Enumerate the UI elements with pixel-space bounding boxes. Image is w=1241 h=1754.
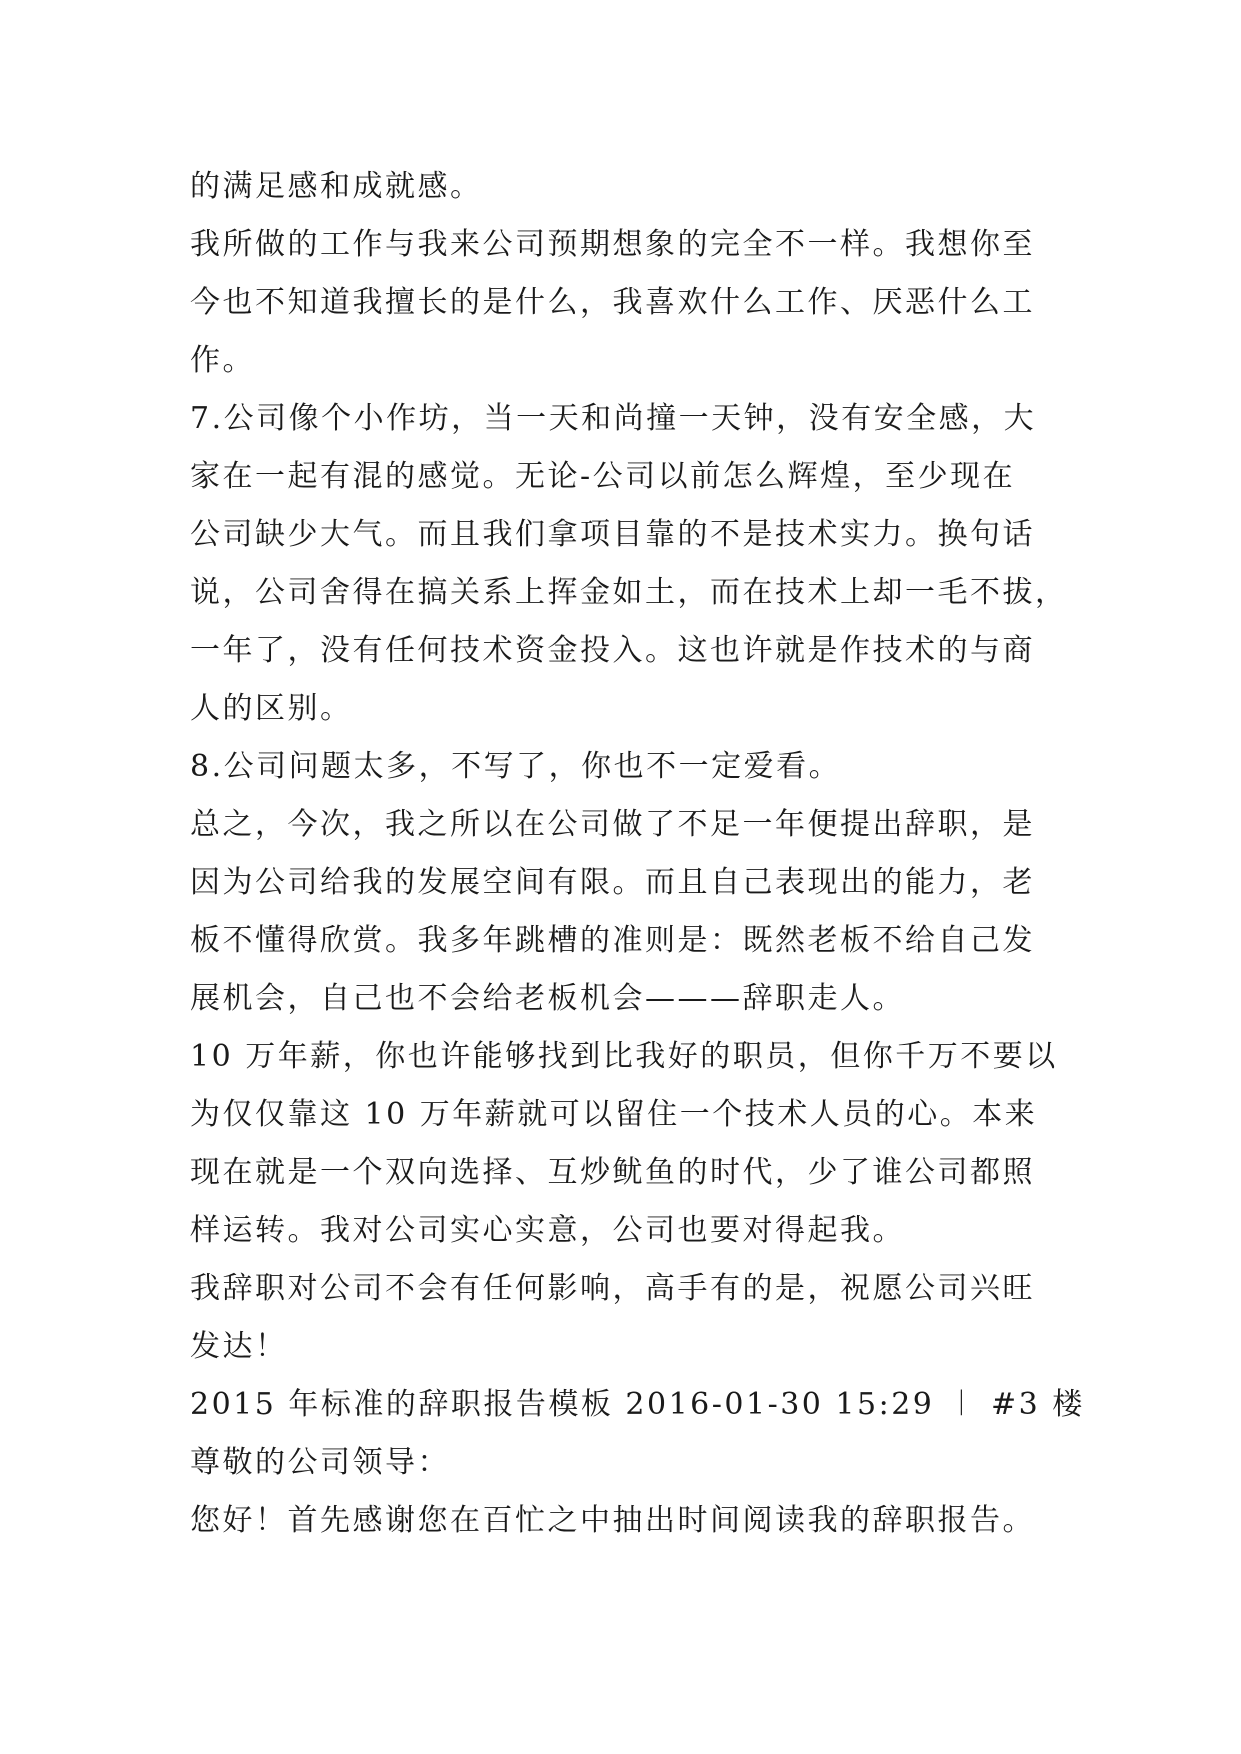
text-line: 现在就是一个双向选择、互炒鱿鱼的时代，少了谁公司都照 — [190, 1155, 1035, 1190]
text-line: 展机会，自己也不会给老板机会———辞职走人。 — [190, 981, 905, 1016]
text-line: 公司缺少大气。而且我们拿项目靠的不是技术实力。换句话 — [190, 517, 1035, 552]
text-line: 发达！ — [190, 1329, 288, 1364]
text-line: 7.公司像个小作坊，当一天和尚撞一天钟，没有安全感，大 — [190, 401, 1037, 436]
text-line: 为仅仅靠这 10 万年薪就可以留住一个技术人员的心。本来 — [190, 1097, 1038, 1132]
text-line: 我所做的工作与我来公司预期想象的完全不一样。我想你至 — [190, 227, 1035, 262]
text-line: 家在一起有混的感觉。无论-公司以前怎么辉煌，至少现在 — [190, 459, 1016, 494]
text-line: 说，公司舍得在搞关系上挥金如土，而在技术上却一毛不拔， — [190, 575, 1068, 610]
text-line: 一年了，没有任何技术资金投入。这也许就是作技术的与商 — [190, 633, 1035, 668]
text-line: 您好！首先感谢您在百忙之中抽出时间阅读我的辞职报告。 — [190, 1503, 1035, 1538]
text-line: 板不懂得欣赏。我多年跳槽的准则是：既然老板不给自己发 — [190, 923, 1035, 958]
text-line: 今也不知道我擅长的是什么，我喜欢什么工作、厌恶什么工 — [190, 285, 1035, 320]
salutation-line: 尊敬的公司领导： — [190, 1445, 450, 1480]
text-line: 我辞职对公司不会有任何影响，高手有的是，祝愿公司兴旺 — [190, 1271, 1035, 1306]
text-line: 总之，今次，我之所以在公司做了不足一年便提出辞职，是 — [190, 807, 1035, 842]
document-body — [190, 158, 1085, 1550]
text-line: 8.公司问题太多，不写了，你也不一定爱看。 — [190, 749, 842, 784]
text-line: 因为公司给我的发展空间有限。而且自己表现出的能力，老 — [190, 865, 1035, 900]
text-line: 人的区别。 — [190, 691, 353, 726]
text-line: 样运转。我对公司实心实意，公司也要对得起我。 — [190, 1213, 905, 1248]
text-line: 10 万年薪，你也许能够找到比我好的职员，但你千万不要以 — [190, 1039, 1058, 1074]
text-line: 的满足感和成就感。 — [190, 169, 483, 204]
post-header-line: 2015 年标准的辞职报告模板 2016-01-30 15:29 ︱ #3 楼 — [190, 1387, 1085, 1422]
text-line: 作。 — [190, 343, 255, 378]
